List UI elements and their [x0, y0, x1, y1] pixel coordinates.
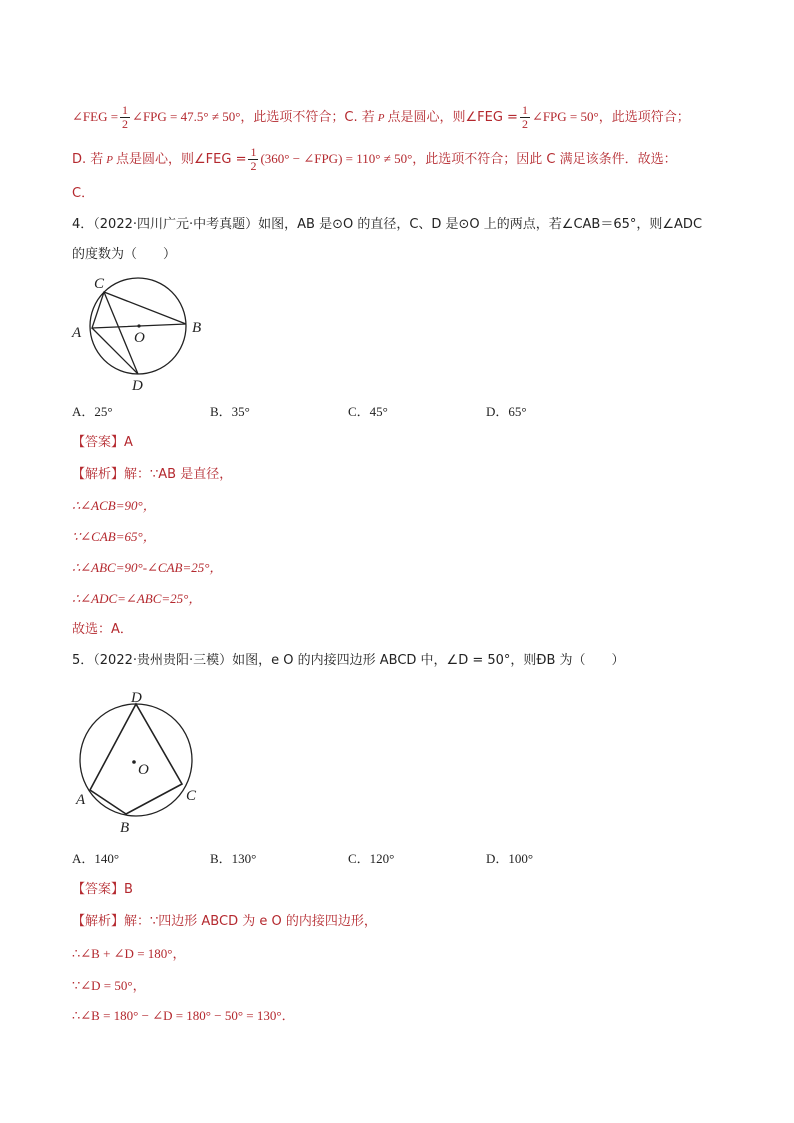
label-o: O	[134, 330, 145, 346]
q4-option-a: A．25°	[72, 404, 113, 419]
q5-analysis-line: ∴∠B + ∠D = 180°，	[72, 946, 186, 961]
text: ，此选项不符合；因此 C 满足该条件．故选：	[412, 152, 677, 167]
prev-solution-line-3: C．	[72, 186, 95, 201]
label-a: A	[72, 325, 82, 341]
quadrilateral-abcd	[90, 704, 182, 814]
q4-option-c: C．45°	[348, 404, 388, 419]
q4-analysis-line: 故选：A．	[72, 622, 133, 637]
frac-num: 1	[521, 103, 528, 117]
q4-analysis-line: ∴∠ADC=∠ABC=25°，	[72, 591, 202, 606]
label-o: O	[138, 762, 149, 778]
expr: ∠FPG = 47.5° ≠ 50°	[132, 109, 241, 124]
expr: ∠FEG =	[72, 109, 119, 124]
center-point	[132, 760, 136, 764]
text: 点是圆心，则∠FEG =	[116, 152, 247, 167]
q5-answer: 【答案】B	[72, 882, 133, 897]
q4-analysis-line: ∵∠CAB=65°，	[72, 529, 156, 544]
prev-solution-line-2	[72, 146, 677, 173]
q5-option-b: B．130°	[210, 851, 257, 866]
frac-num: 1	[122, 103, 129, 117]
circle-o	[80, 704, 192, 816]
frac-num: 1	[250, 145, 257, 159]
label-b: B	[192, 320, 202, 336]
text: D. 若	[72, 152, 104, 167]
q5-option-c: C．120°	[348, 851, 395, 866]
center-point	[137, 324, 140, 327]
text: ，此选项不符合；C. 若	[240, 110, 375, 125]
q4-figure-circle	[68, 270, 218, 396]
fraction	[120, 104, 130, 131]
segment-cd	[104, 292, 138, 374]
frac-den: 2	[521, 117, 528, 131]
var-p: P	[106, 154, 114, 166]
q5-stem: 5．（2022·贵州贵阳·三模）如图，e O 的内接四边形 ABCD 中，∠D = 50°，则ÐB 为（ ）	[72, 653, 625, 668]
text: 点是圆心，则∠FEG =	[387, 110, 518, 125]
q4-stem-line-1: 4．（2022·四川广元·中考真题）如图，AB 是⊙O 的直径，C、D 是⊙O 上的两点，若∠CAB＝65°，则∠ADC	[72, 217, 703, 232]
var-p: P	[377, 112, 385, 124]
segment-ad	[92, 328, 138, 374]
label-c: C	[94, 276, 105, 292]
frac-den: 2	[250, 159, 257, 173]
q5-figure-circle	[72, 686, 212, 836]
fraction	[248, 146, 258, 173]
q4-analysis-line: ∴∠ABC=90°-∠CAB=25°，	[72, 560, 223, 575]
prev-solution-line-1	[72, 104, 690, 131]
label-d: D	[131, 690, 142, 706]
q5-analysis-line: ∵∠D = 50°，	[72, 978, 146, 993]
frac-den: 2	[122, 117, 129, 131]
label-a: A	[76, 792, 86, 808]
q4-stem-line-2: 的度数为（ ）	[72, 247, 177, 262]
label-b: B	[120, 820, 130, 836]
expr: ∠FPG = 50°	[531, 109, 599, 124]
q4-option-d: D．65°	[486, 404, 527, 419]
q5-analysis-line: ∴∠B = 180° − ∠D = 180° − 50° = 130°．	[72, 1008, 295, 1023]
label-c: C	[186, 788, 197, 804]
q5-analysis-line: 【解析】解：∵四边形 ABCD 为 e O 的内接四边形，	[72, 914, 377, 929]
q4-analysis-line: ∴∠ACB=90°，	[72, 498, 156, 513]
q5-option-d: D．100°	[486, 851, 534, 866]
q4-analysis-line: 【解析】解：∵AB 是直径，	[72, 467, 233, 482]
q4-option-b: B．35°	[210, 404, 250, 419]
fraction	[520, 104, 530, 131]
q4-answer: 【答案】A	[72, 435, 133, 450]
text: ，此选项符合；	[598, 110, 690, 125]
expr: (360° − ∠FPG) = 110° ≠ 50°	[260, 151, 413, 166]
q5-option-a: A．140°	[72, 851, 120, 866]
label-d: D	[132, 378, 143, 394]
